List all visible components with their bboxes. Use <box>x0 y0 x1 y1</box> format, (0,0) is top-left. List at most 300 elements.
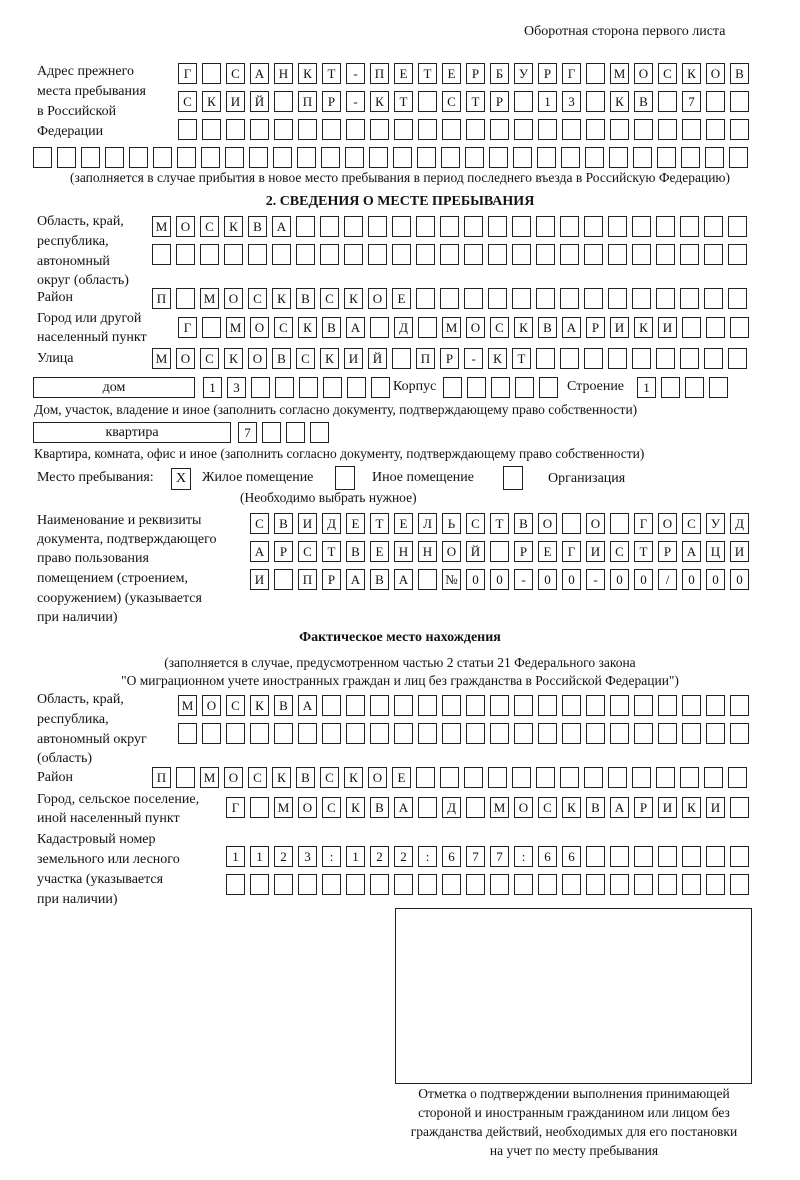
char-cell[interactable]: К <box>514 317 533 338</box>
char-cell[interactable] <box>274 91 293 112</box>
char-cell[interactable] <box>730 846 749 867</box>
char-cell[interactable] <box>489 147 508 168</box>
char-cell[interactable] <box>250 874 269 895</box>
char-cell[interactable]: М <box>178 695 197 716</box>
char-cell[interactable] <box>728 348 747 369</box>
char-cell[interactable] <box>657 147 676 168</box>
char-cell[interactable]: А <box>610 797 629 818</box>
char-cell[interactable]: 1 <box>538 91 557 112</box>
char-cell[interactable]: : <box>418 846 437 867</box>
char-cell[interactable] <box>728 216 747 237</box>
char-cell[interactable]: Й <box>466 541 485 562</box>
char-cell[interactable]: Й <box>368 348 387 369</box>
char-cell[interactable] <box>202 63 221 84</box>
char-cell[interactable] <box>610 846 629 867</box>
char-cell[interactable] <box>299 377 318 398</box>
char-cell[interactable]: - <box>586 569 605 590</box>
char-cell[interactable] <box>368 244 387 265</box>
char-cell[interactable]: П <box>370 63 389 84</box>
char-cell[interactable]: К <box>224 348 243 369</box>
char-cell[interactable] <box>200 244 219 265</box>
char-cell[interactable]: М <box>610 63 629 84</box>
char-cell[interactable] <box>682 846 701 867</box>
char-cell[interactable]: К <box>298 317 317 338</box>
char-cell[interactable] <box>346 874 365 895</box>
char-cell[interactable]: 1 <box>250 846 269 867</box>
char-cell[interactable] <box>560 348 579 369</box>
char-cell[interactable]: О <box>368 288 387 309</box>
char-cell[interactable] <box>418 569 437 590</box>
char-cell[interactable] <box>418 723 437 744</box>
char-cell[interactable] <box>250 723 269 744</box>
char-cell[interactable]: К <box>298 63 317 84</box>
char-cell[interactable] <box>344 216 363 237</box>
char-cell[interactable]: С <box>538 797 557 818</box>
char-cell[interactable]: К <box>370 91 389 112</box>
char-cell[interactable]: О <box>634 63 653 84</box>
char-cell[interactable] <box>682 874 701 895</box>
char-cell[interactable]: В <box>730 63 749 84</box>
char-cell[interactable] <box>153 147 172 168</box>
char-cell[interactable] <box>634 846 653 867</box>
char-cell[interactable] <box>176 244 195 265</box>
char-cell[interactable]: Й <box>250 91 269 112</box>
char-cell[interactable]: 0 <box>562 569 581 590</box>
char-cell[interactable] <box>226 119 245 140</box>
char-cell[interactable] <box>562 874 581 895</box>
char-cell[interactable]: П <box>298 91 317 112</box>
char-cell[interactable] <box>440 244 459 265</box>
char-cell[interactable] <box>514 723 533 744</box>
char-cell[interactable] <box>440 288 459 309</box>
char-cell[interactable]: О <box>202 695 221 716</box>
char-cell[interactable] <box>658 91 677 112</box>
char-cell[interactable] <box>466 695 485 716</box>
char-cell[interactable]: 0 <box>490 569 509 590</box>
char-cell[interactable]: С <box>226 63 245 84</box>
char-cell[interactable]: Л <box>418 513 437 534</box>
char-cell[interactable]: О <box>248 348 267 369</box>
char-cell[interactable] <box>346 723 365 744</box>
char-cell[interactable] <box>442 874 461 895</box>
char-cell[interactable]: Р <box>274 541 293 562</box>
char-cell[interactable] <box>658 846 677 867</box>
char-cell[interactable]: Р <box>322 569 341 590</box>
char-cell[interactable] <box>538 119 557 140</box>
char-cell[interactable]: С <box>200 216 219 237</box>
char-cell[interactable] <box>416 244 435 265</box>
char-cell[interactable] <box>730 723 749 744</box>
char-cell[interactable]: Т <box>466 91 485 112</box>
char-cell[interactable]: И <box>344 348 363 369</box>
char-cell[interactable] <box>443 377 462 398</box>
char-cell[interactable] <box>298 723 317 744</box>
apartment-type-field[interactable]: квартира <box>33 422 231 443</box>
char-cell[interactable] <box>681 147 700 168</box>
char-cell[interactable]: О <box>514 797 533 818</box>
char-cell[interactable] <box>296 216 315 237</box>
char-cell[interactable]: К <box>346 797 365 818</box>
char-cell[interactable] <box>562 513 581 534</box>
char-cell[interactable] <box>584 288 603 309</box>
char-cell[interactable] <box>512 216 531 237</box>
char-cell[interactable]: С <box>322 797 341 818</box>
char-cell[interactable] <box>178 723 197 744</box>
char-cell[interactable] <box>685 377 704 398</box>
char-cell[interactable]: Г <box>562 541 581 562</box>
char-cell[interactable] <box>586 723 605 744</box>
char-cell[interactable]: 0 <box>610 569 629 590</box>
char-cell[interactable]: О <box>176 348 195 369</box>
char-cell[interactable]: В <box>370 797 389 818</box>
char-cell[interactable]: А <box>272 216 291 237</box>
char-cell[interactable]: В <box>514 513 533 534</box>
char-cell[interactable] <box>634 119 653 140</box>
char-cell[interactable] <box>226 874 245 895</box>
char-cell[interactable]: Ц <box>706 541 725 562</box>
char-cell[interactable] <box>418 797 437 818</box>
char-cell[interactable] <box>658 695 677 716</box>
char-cell[interactable] <box>322 695 341 716</box>
char-cell[interactable]: К <box>250 695 269 716</box>
char-cell[interactable]: Н <box>418 541 437 562</box>
char-cell[interactable]: И <box>610 317 629 338</box>
char-cell[interactable] <box>728 244 747 265</box>
char-cell[interactable] <box>730 874 749 895</box>
char-cell[interactable] <box>346 695 365 716</box>
char-cell[interactable]: К <box>344 767 363 788</box>
char-cell[interactable] <box>560 288 579 309</box>
char-cell[interactable]: С <box>178 91 197 112</box>
char-cell[interactable] <box>310 422 329 443</box>
char-cell[interactable] <box>464 767 483 788</box>
char-cell[interactable] <box>656 767 675 788</box>
char-cell[interactable] <box>704 244 723 265</box>
char-cell[interactable]: В <box>274 695 293 716</box>
char-cell[interactable] <box>584 348 603 369</box>
char-cell[interactable] <box>370 874 389 895</box>
char-cell[interactable] <box>514 119 533 140</box>
char-cell[interactable]: Е <box>538 541 557 562</box>
char-cell[interactable] <box>298 119 317 140</box>
char-cell[interactable] <box>490 874 509 895</box>
char-cell[interactable]: О <box>224 767 243 788</box>
char-cell[interactable]: Е <box>394 513 413 534</box>
char-cell[interactable] <box>442 723 461 744</box>
char-cell[interactable] <box>394 119 413 140</box>
char-cell[interactable] <box>584 767 603 788</box>
char-cell[interactable]: К <box>562 797 581 818</box>
char-cell[interactable]: О <box>442 541 461 562</box>
char-cell[interactable] <box>680 288 699 309</box>
char-cell[interactable]: Р <box>586 317 605 338</box>
char-cell[interactable] <box>658 119 677 140</box>
char-cell[interactable]: К <box>272 288 291 309</box>
char-cell[interactable] <box>464 244 483 265</box>
char-cell[interactable] <box>440 216 459 237</box>
char-cell[interactable] <box>441 147 460 168</box>
char-cell[interactable] <box>249 147 268 168</box>
char-cell[interactable]: С <box>442 91 461 112</box>
char-cell[interactable]: Г <box>178 63 197 84</box>
char-cell[interactable]: 0 <box>634 569 653 590</box>
char-cell[interactable]: Р <box>322 91 341 112</box>
char-cell[interactable]: Т <box>512 348 531 369</box>
char-cell[interactable] <box>297 147 316 168</box>
char-cell[interactable] <box>129 147 148 168</box>
char-cell[interactable] <box>392 244 411 265</box>
char-cell[interactable]: Г <box>562 63 581 84</box>
char-cell[interactable] <box>464 288 483 309</box>
char-cell[interactable]: - <box>346 91 365 112</box>
char-cell[interactable] <box>658 723 677 744</box>
char-cell[interactable]: С <box>298 541 317 562</box>
char-cell[interactable] <box>202 119 221 140</box>
char-cell[interactable] <box>512 767 531 788</box>
char-cell[interactable]: В <box>322 317 341 338</box>
char-cell[interactable] <box>656 348 675 369</box>
char-cell[interactable]: 6 <box>442 846 461 867</box>
char-cell[interactable]: М <box>274 797 293 818</box>
char-cell[interactable] <box>610 513 629 534</box>
char-cell[interactable]: Т <box>322 63 341 84</box>
char-cell[interactable] <box>491 377 510 398</box>
char-cell[interactable] <box>177 147 196 168</box>
char-cell[interactable]: 2 <box>394 846 413 867</box>
char-cell[interactable] <box>418 874 437 895</box>
char-cell[interactable] <box>728 767 747 788</box>
char-cell[interactable] <box>321 147 340 168</box>
char-cell[interactable]: И <box>658 797 677 818</box>
char-cell[interactable]: О <box>298 797 317 818</box>
char-cell[interactable]: О <box>706 63 725 84</box>
char-cell[interactable] <box>392 216 411 237</box>
char-cell[interactable]: К <box>488 348 507 369</box>
char-cell[interactable]: Е <box>346 513 365 534</box>
char-cell[interactable]: 0 <box>706 569 725 590</box>
char-cell[interactable]: Г <box>178 317 197 338</box>
char-cell[interactable]: Е <box>392 288 411 309</box>
char-cell[interactable] <box>661 377 680 398</box>
char-cell[interactable] <box>560 216 579 237</box>
char-cell[interactable] <box>705 147 724 168</box>
char-cell[interactable] <box>248 244 267 265</box>
char-cell[interactable] <box>346 119 365 140</box>
char-cell[interactable]: В <box>538 317 557 338</box>
char-cell[interactable] <box>656 244 675 265</box>
char-cell[interactable] <box>680 348 699 369</box>
char-cell[interactable]: - <box>346 63 365 84</box>
char-cell[interactable]: С <box>320 288 339 309</box>
char-cell[interactable] <box>152 244 171 265</box>
char-cell[interactable] <box>345 147 364 168</box>
char-cell[interactable] <box>680 767 699 788</box>
char-cell[interactable] <box>537 147 556 168</box>
char-cell[interactable] <box>320 216 339 237</box>
char-cell[interactable] <box>633 147 652 168</box>
char-cell[interactable]: В <box>272 348 291 369</box>
char-cell[interactable]: Т <box>394 91 413 112</box>
char-cell[interactable] <box>442 119 461 140</box>
char-cell[interactable]: 2 <box>274 846 293 867</box>
char-cell[interactable]: Д <box>730 513 749 534</box>
char-cell[interactable] <box>320 244 339 265</box>
char-cell[interactable] <box>514 91 533 112</box>
char-cell[interactable] <box>680 216 699 237</box>
char-cell[interactable] <box>418 317 437 338</box>
char-cell[interactable] <box>536 216 555 237</box>
char-cell[interactable]: О <box>250 317 269 338</box>
char-cell[interactable] <box>585 147 604 168</box>
char-cell[interactable]: Д <box>442 797 461 818</box>
char-cell[interactable]: О <box>176 216 195 237</box>
char-cell[interactable] <box>513 147 532 168</box>
char-cell[interactable]: Р <box>538 63 557 84</box>
char-cell[interactable] <box>634 695 653 716</box>
char-cell[interactable]: К <box>344 288 363 309</box>
char-cell[interactable] <box>586 695 605 716</box>
char-cell[interactable] <box>514 695 533 716</box>
char-cell[interactable] <box>286 422 305 443</box>
char-cell[interactable]: 3 <box>227 377 246 398</box>
char-cell[interactable] <box>608 348 627 369</box>
char-cell[interactable] <box>632 216 651 237</box>
char-cell[interactable] <box>416 767 435 788</box>
char-cell[interactable] <box>632 288 651 309</box>
char-cell[interactable] <box>704 767 723 788</box>
char-cell[interactable]: 3 <box>298 846 317 867</box>
char-cell[interactable] <box>608 288 627 309</box>
char-cell[interactable]: Т <box>322 541 341 562</box>
char-cell[interactable]: И <box>730 541 749 562</box>
char-cell[interactable] <box>298 874 317 895</box>
char-cell[interactable]: И <box>586 541 605 562</box>
char-cell[interactable]: С <box>248 767 267 788</box>
char-cell[interactable]: Р <box>634 797 653 818</box>
char-cell[interactable]: П <box>152 767 171 788</box>
char-cell[interactable]: А <box>346 569 365 590</box>
char-cell[interactable] <box>224 244 243 265</box>
char-cell[interactable]: У <box>514 63 533 84</box>
char-cell[interactable] <box>392 348 411 369</box>
char-cell[interactable]: К <box>320 348 339 369</box>
char-cell[interactable] <box>466 119 485 140</box>
char-cell[interactable]: А <box>250 63 269 84</box>
char-cell[interactable]: А <box>394 797 413 818</box>
char-cell[interactable] <box>656 216 675 237</box>
char-cell[interactable] <box>178 119 197 140</box>
char-cell[interactable]: А <box>562 317 581 338</box>
char-cell[interactable] <box>202 317 221 338</box>
char-cell[interactable]: Ь <box>442 513 461 534</box>
char-cell[interactable] <box>394 695 413 716</box>
char-cell[interactable] <box>682 695 701 716</box>
char-cell[interactable] <box>682 723 701 744</box>
char-cell[interactable] <box>706 91 725 112</box>
char-cell[interactable] <box>536 348 555 369</box>
char-cell[interactable] <box>490 695 509 716</box>
char-cell[interactable] <box>273 147 292 168</box>
char-cell[interactable] <box>490 541 509 562</box>
char-cell[interactable]: М <box>200 767 219 788</box>
char-cell[interactable] <box>344 244 363 265</box>
char-cell[interactable]: С <box>320 767 339 788</box>
char-cell[interactable] <box>105 147 124 168</box>
char-cell[interactable]: П <box>298 569 317 590</box>
char-cell[interactable]: С <box>296 348 315 369</box>
char-cell[interactable] <box>706 846 725 867</box>
char-cell[interactable]: В <box>634 91 653 112</box>
char-cell[interactable]: М <box>490 797 509 818</box>
char-cell[interactable]: С <box>658 63 677 84</box>
char-cell[interactable]: П <box>416 348 435 369</box>
char-cell[interactable] <box>632 244 651 265</box>
char-cell[interactable] <box>226 723 245 744</box>
char-cell[interactable]: - <box>514 569 533 590</box>
char-cell[interactable] <box>488 244 507 265</box>
char-cell[interactable] <box>586 874 605 895</box>
char-cell[interactable]: : <box>322 846 341 867</box>
char-cell[interactable] <box>440 767 459 788</box>
char-cell[interactable]: В <box>274 513 293 534</box>
char-cell[interactable] <box>538 723 557 744</box>
char-cell[interactable]: Р <box>440 348 459 369</box>
char-cell[interactable] <box>560 767 579 788</box>
char-cell[interactable]: И <box>226 91 245 112</box>
char-cell[interactable] <box>176 288 195 309</box>
char-cell[interactable] <box>536 767 555 788</box>
char-cell[interactable] <box>418 695 437 716</box>
char-cell[interactable]: № <box>442 569 461 590</box>
char-cell[interactable]: И <box>298 513 317 534</box>
char-cell[interactable]: Е <box>394 63 413 84</box>
char-cell[interactable]: Р <box>466 63 485 84</box>
char-cell[interactable] <box>608 767 627 788</box>
char-cell[interactable] <box>656 288 675 309</box>
char-cell[interactable]: О <box>368 767 387 788</box>
char-cell[interactable]: С <box>682 513 701 534</box>
char-cell[interactable] <box>539 377 558 398</box>
char-cell[interactable]: К <box>682 63 701 84</box>
char-cell[interactable] <box>514 874 533 895</box>
char-cell[interactable] <box>658 874 677 895</box>
char-cell[interactable] <box>202 723 221 744</box>
char-cell[interactable] <box>371 377 390 398</box>
char-cell[interactable] <box>488 288 507 309</box>
char-cell[interactable] <box>464 216 483 237</box>
char-cell[interactable] <box>272 244 291 265</box>
char-cell[interactable]: Д <box>322 513 341 534</box>
char-cell[interactable]: О <box>586 513 605 534</box>
char-cell[interactable]: Т <box>370 513 389 534</box>
char-cell[interactable]: Д <box>394 317 413 338</box>
char-cell[interactable] <box>730 317 749 338</box>
char-cell[interactable]: А <box>250 541 269 562</box>
char-cell[interactable] <box>512 288 531 309</box>
char-cell[interactable] <box>730 797 749 818</box>
char-cell[interactable]: - <box>464 348 483 369</box>
char-cell[interactable] <box>682 317 701 338</box>
char-cell[interactable]: : <box>514 846 533 867</box>
char-cell[interactable] <box>176 767 195 788</box>
char-cell[interactable] <box>536 244 555 265</box>
char-cell[interactable] <box>634 874 653 895</box>
char-cell[interactable] <box>584 216 603 237</box>
char-cell[interactable]: 2 <box>370 846 389 867</box>
char-cell[interactable]: Е <box>442 63 461 84</box>
char-cell[interactable] <box>709 377 728 398</box>
char-cell[interactable]: К <box>634 317 653 338</box>
